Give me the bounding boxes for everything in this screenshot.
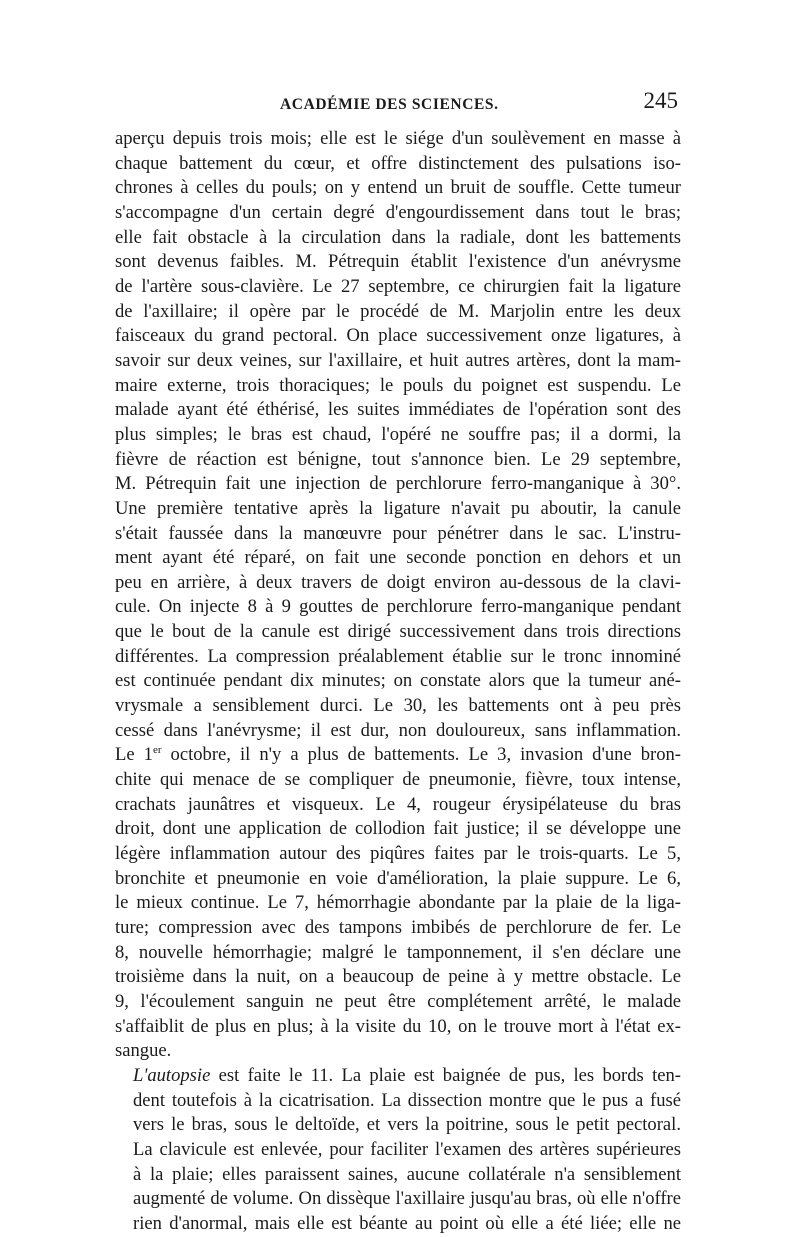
running-title: ACADÉMIE DES SCIENCES.	[280, 96, 499, 113]
text-line: sangue.	[115, 1040, 172, 1062]
text-line: ture; compression avec des tampons imbibés de perchlorure de fer. Le	[115, 917, 681, 938]
text-line: est continuée pendant dix minutes; on constate alors que la tumeur ané-	[115, 670, 681, 692]
text-line: chrones à celles du pouls; on y entend un bruit de souffle. Cette tumeur	[115, 177, 681, 199]
italic-term: L'autopsie	[133, 1064, 211, 1086]
text-line: augmenté de volume. On dissèque l'axillaire jusqu'au bras, où elle n'offre	[133, 1188, 681, 1210]
text-line: peu en arrière, à deux travers de doigt environ au-dessous de la clavi-	[115, 571, 681, 593]
text-line: que le bout de la canule est dirigé successivement dans trois directions	[115, 621, 681, 643]
text-line: cessé dans l'anévrysme; il est dur, non douloureux, sans inflammation.	[115, 719, 681, 741]
body-text	[115, 127, 681, 1237]
text-line: aperçu depuis trois mois; elle est le siége d'un soulèvement en masse à	[115, 128, 681, 149]
text-line: ment ayant été réparé, on fait une seconde ponction en dehors et un	[115, 547, 681, 569]
text-line: chaque battement du cœur, et offre distinctement des pulsations iso-	[115, 152, 681, 174]
text-line: vrysmale a sensiblement durci. Le 30, les battements ont à peu près	[115, 695, 681, 717]
page-header	[112, 88, 678, 124]
text-line: le mieux continue. Le 7, hémorrhagie abondante par la plaie de la liga-	[115, 892, 681, 914]
text-fragment: est faite le 11. La plaie est baignée de pus, les bords ten-	[210, 1064, 681, 1086]
text-line: s'était faussée dans la manœuvre pour pénétrer dans le sac. L'instru-	[115, 522, 681, 544]
text-line: troisième dans la nuit, on a beaucoup de peine à y mettre obstacle. Le	[115, 966, 681, 988]
text-line: savoir sur deux veines, sur l'axillaire, et huit autres artères, dont la mam-	[115, 349, 681, 371]
text-line: 9, l'écoulement sanguin ne peut être complétement arrêté, le malade	[115, 990, 681, 1012]
text-line: droit, dont une application de collodion fait justice; il se développe une	[115, 818, 681, 840]
text-line: La clavicule est enlevée, pour faciliter l'examen des artères supérieures	[133, 1138, 681, 1160]
text-line: différentes. La compression préalablement établie sur le tronc innominé	[115, 645, 681, 667]
text-fragment: Le 1	[115, 744, 153, 766]
text-line: maire externe, trois thoraciques; le pouls du poignet est suspendu. Le	[115, 374, 681, 396]
text-line: s'affaiblit de plus en plus; à la visite du 10, on le trouve mort à l'état ex-	[115, 1015, 681, 1037]
text-fragment: octobre, il n'y a plus de battements. Le 3, invasion d'une bron-	[161, 744, 681, 766]
text-line: de l'artère sous-clavière. Le 27 septembre, ce chirurgien fait la ligature	[115, 275, 681, 297]
text-line: légère inflammation autour des piqûres faites par le trois-quarts. Le 5,	[115, 843, 681, 865]
text-line: faisceaux du grand pectoral. On place successivement onze ligatures, à	[115, 325, 681, 347]
text-line: de l'axillaire; il opère par le procédé de M. Marjolin entre les deux	[115, 300, 681, 322]
text-line-autopsie	[115, 1064, 681, 1089]
text-line: cule. On injecte 8 à 9 gouttes de perchlorure ferro-manganique pendant	[115, 596, 681, 618]
text-line-octobre	[115, 743, 681, 768]
text-line: elle fait obstacle à la circulation dans la radiale, dont les battements	[115, 226, 681, 248]
text-line: vers le bras, sous le deltoïde, et vers la poitrine, sous le petit pectoral.	[133, 1114, 681, 1136]
text-line: rien d'anormal, mais elle est béante au point où elle a été liée; elle ne	[133, 1212, 681, 1234]
text-line: malade ayant été éthérisé, les suites immédiates de l'opération sont des	[115, 399, 681, 421]
text-line: sont devenus faibles. M. Pétrequin établit l'existence d'un anévrysme	[115, 251, 681, 273]
paragraph-autopsie	[115, 1064, 681, 1237]
page-number: 245	[643, 88, 678, 113]
text-line: bronchite et pneumonie en voie d'amélioration, la plaie suppure. Le 6,	[115, 867, 681, 889]
text-line: plus simples; le bras est chaud, l'opéré ne souffre pas; il a dormi, la	[115, 423, 681, 445]
text-line: crachats jaunâtres et visqueux. Le 4, rougeur érysipélateuse du bras	[115, 793, 681, 815]
text-line: dent toutefois à la cicatrisation. La dissection montre que le pus a fusé	[133, 1089, 681, 1111]
paragraph-case-report	[115, 127, 681, 1064]
superscript-ordinal: er	[152, 744, 162, 757]
text-line: M. Pétrequin fait une injection de perchlorure ferro-manganique à 30°.	[115, 473, 681, 495]
text-line: Une première tentative après la ligature n'avait pu aboutir, la canule	[115, 497, 681, 519]
text-line: 8, nouvelle hémorrhagie; malgré le tamponnement, il s'en déclare une	[115, 941, 681, 963]
text-line: chite qui menace de se compliquer de pneumonie, fièvre, toux intense,	[115, 769, 681, 791]
text-line: à la plaie; elles paraissent saines, aucune collatérale n'a sensiblement	[133, 1163, 681, 1185]
text-line: fièvre de réaction est bénigne, tout s'annonce bien. Le 29 septembre,	[115, 448, 681, 470]
text-line: s'accompagne d'un certain degré d'engourdissement dans tout le bras;	[115, 201, 681, 223]
